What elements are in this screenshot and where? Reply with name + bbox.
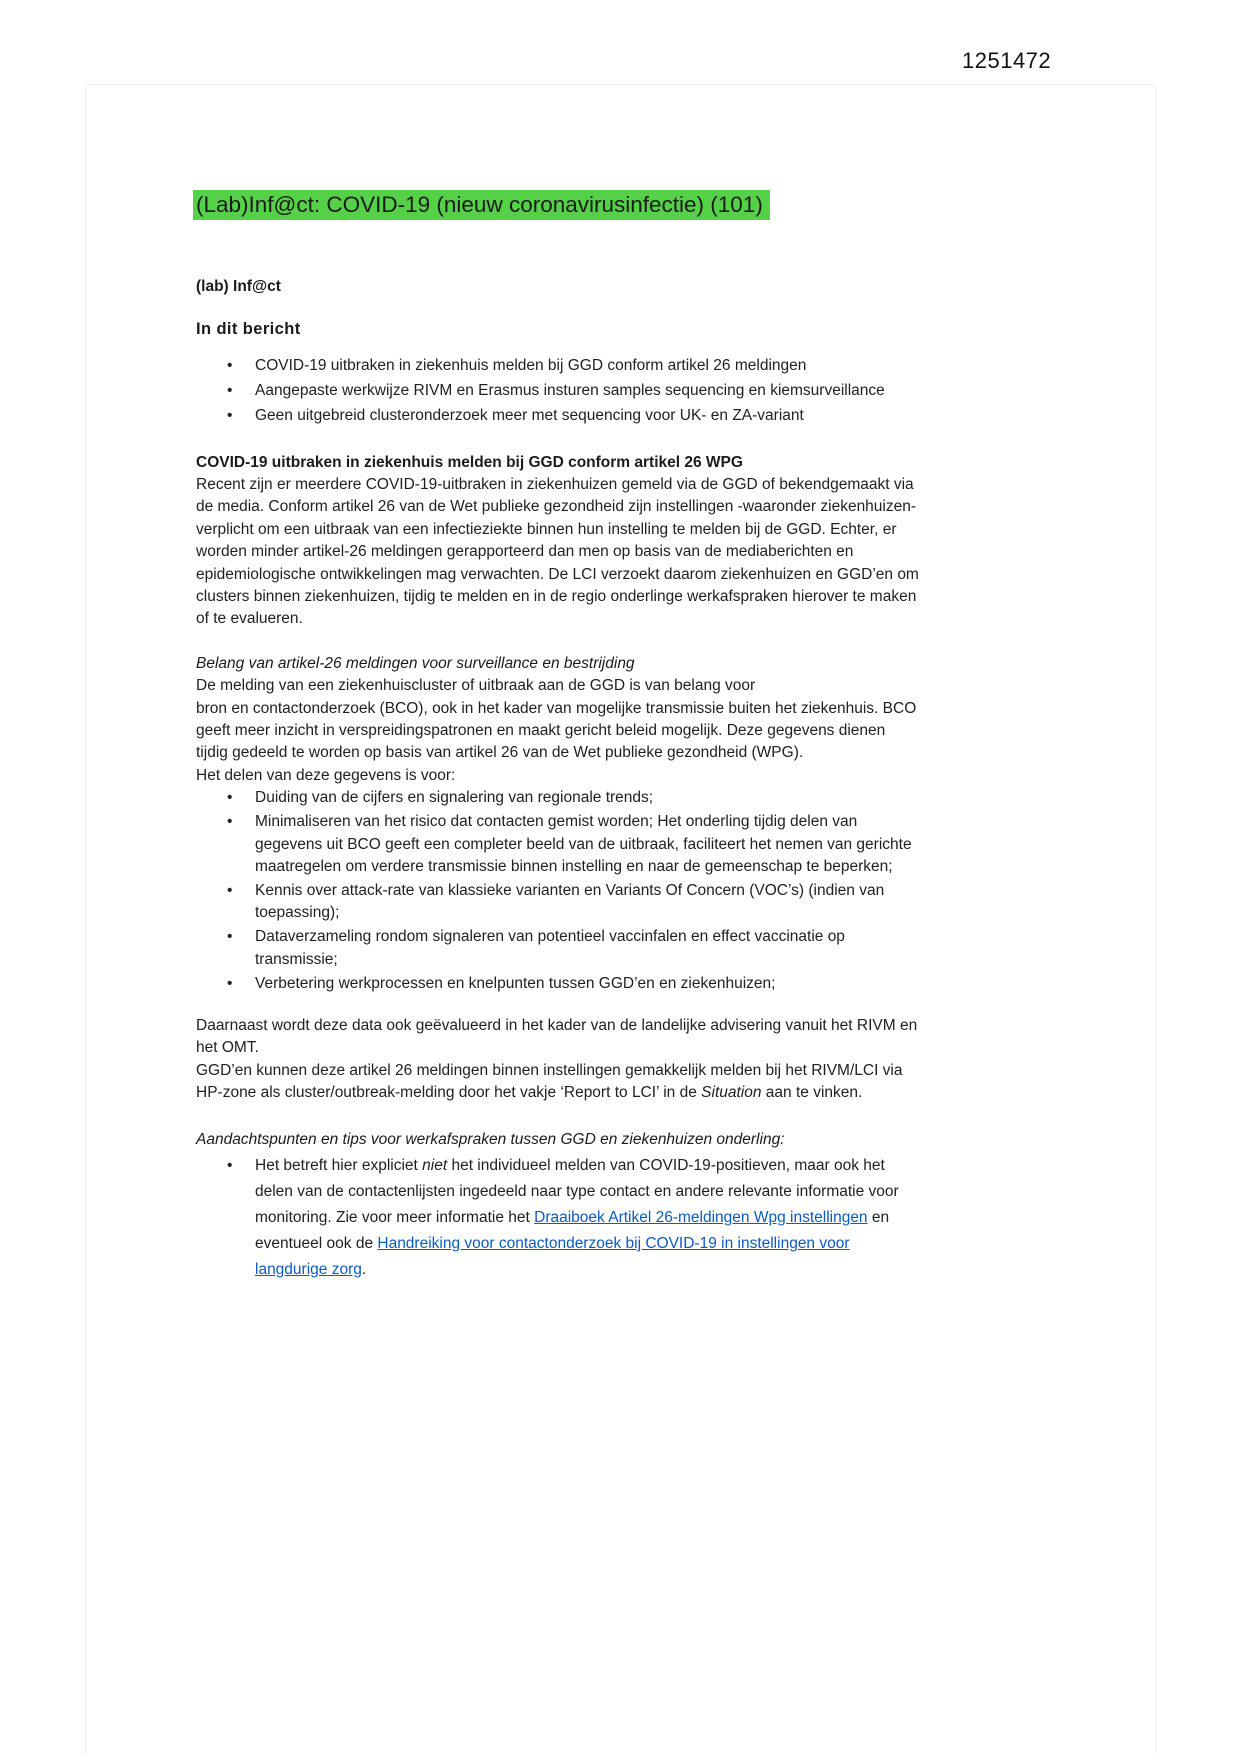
belang-heading: Belang van artikel-26 meldingen voor surveillance en bestrijding bbox=[196, 654, 635, 672]
summary-bullet-2: • Aangepaste werkwijze RIVM en Erasmus insturen samples sequencing en kiemsurveillance bbox=[196, 379, 920, 403]
tips-text-3: en eventueel ook de bbox=[255, 1208, 890, 1252]
closing-text-end: aan te vinken. bbox=[761, 1084, 863, 1102]
belang-line-3: Het delen van deze gegevens is voor: bbox=[196, 766, 456, 784]
aandachtspunten-heading: Aandachtspunten en tips voor werkafspraken tussen GGD en ziekenhuizen onderling: bbox=[196, 1130, 785, 1148]
niet-emphasis: niet bbox=[422, 1156, 448, 1174]
title-highlight: (Lab)Inf@ct: COVID-19 (nieuw coronavirusinfectie) (101) bbox=[193, 190, 770, 220]
document-page bbox=[196, 0, 920, 1284]
closing-line-2 bbox=[196, 1060, 920, 1105]
belang-bullet-5: • Verbetering werkprocessen en knelpunten tussen GGD’en en ziekenhuizen; bbox=[196, 973, 920, 995]
artikel26-paragraph: Recent zijn er meerdere COVID-19-uitbraken in ziekenhuizen gemeld via de GGD of bekendgemaakt via de media. Conform artikel 26 van de Wet publieke gezondheid zijn instellingen -waaronder ziekenhuizen- verplicht om een uitbraak van een infectieziekte binnen hun instelling te melden bij de GGD. Echter, er worden minder artikel-26 meldingen gerapporteerd dan men op basis van de mediaberichten en epidemiologische ontwikkelingen mag verwachten. De LCI verzoekt daarom ziekenhuizen en GGD’en om clusters binnen ziekenhuizen, tijdig te melden en in de regio onderlinge werkafspraken hierover te maken of te evalueren. bbox=[196, 476, 919, 628]
draaiboek-artikel26-link[interactable]: Draaiboek Artikel 26-meldingen Wpg instellingen bbox=[534, 1208, 868, 1226]
handreiking-contactonderzoek-link[interactable]: Handreiking voor contactonderzoek bij COVID-19 in instellingen voor langdurige zorg bbox=[255, 1234, 850, 1278]
belang-bullet-1: • Duiding van de cijfers en signalering van regionale trends; bbox=[196, 787, 920, 809]
belang-bullet-2: • Minimaliseren van het risico dat contacten gemist worden; Het onderling tijdig delen van gegevens uit BCO geeft een completer beeld van de uitbraak, faciliteert het nemen van gerichte maatregelen om verdere transmissie binnen instelling en naar de gemeenschap te beperken; bbox=[196, 811, 920, 878]
aandachtspunten-bullet-list bbox=[196, 1153, 920, 1283]
summary-bullet-3: • Geen uitgebreid clusteronderzoek meer met sequencing voor UK- en ZA-variant bbox=[196, 404, 920, 428]
belang-line-2: bron en contactonderzoek (BCO), ook in het kader van mogelijke transmissie buiten het ziekenhuis. BCO geeft meer inzicht in verspreidingspatronen en maakt gericht beleid mogelijk. Deze gegevens dienen tijdig gedeeld te worden op basis van artikel 26 van de Wet publieke gezondheid (WPG). bbox=[196, 699, 917, 762]
summary-bullet-list bbox=[196, 354, 920, 428]
tips-text-2: het individueel melden van COVID-19-positieven, maar ook het delen van de contactenlijsten ingedeeld naar type contact en andere relevante informatie voor monitoring. Zie voor meer informatie het bbox=[255, 1156, 899, 1226]
belang-paragraph bbox=[196, 675, 920, 787]
artikel26-heading: COVID-19 uitbraken in ziekenhuis melden bij GGD conform artikel 26 WPG bbox=[196, 453, 743, 471]
situation-emphasis: Situation bbox=[701, 1084, 762, 1102]
closing-line-1: Daarnaast wordt deze data ook geëvalueerd in het kader van de landelijke advisering vanuit het RIVM en het OMT. bbox=[196, 1016, 918, 1057]
document-title bbox=[196, 190, 920, 220]
tips-text-1: Het betreft hier expliciet bbox=[255, 1156, 423, 1174]
aandachtspunten-bullet bbox=[196, 1153, 920, 1283]
in-dit-bericht-heading: In dit bericht bbox=[196, 320, 301, 339]
closing-paragraph bbox=[196, 1015, 920, 1105]
belang-bullet-3: • Kennis over attack-rate van klassieke varianten en Variants Of Concern (VOC’s) (indien van toepassing); bbox=[196, 880, 920, 925]
belang-line-1: De melding van een ziekenhuiscluster of uitbraak aan de GGD is van belang voor bbox=[196, 677, 756, 695]
tips-text-4: . bbox=[361, 1260, 367, 1278]
closing-text-start: GGD’en kunnen deze artikel 26 meldingen binnen instellingen gemakkelijk melden bij het RIVM/LCI via HP-zone als cluster/outbreak-melding door het vakje ‘Report to LCI’ in de bbox=[196, 1061, 903, 1102]
summary-bullet-1: • COVID-19 uitbraken in ziekenhuis melden bij GGD conform artikel 26 meldingen bbox=[196, 354, 920, 378]
document-number: 1251472 bbox=[962, 48, 1052, 73]
belang-bullet-4: • Dataverzameling rondom signaleren van potentieel vaccinfalen en effect vaccinatie op transmissie; bbox=[196, 926, 920, 971]
belang-bullet-list bbox=[196, 787, 920, 995]
lab-infact-label: (lab) Inf@ct bbox=[196, 278, 281, 295]
